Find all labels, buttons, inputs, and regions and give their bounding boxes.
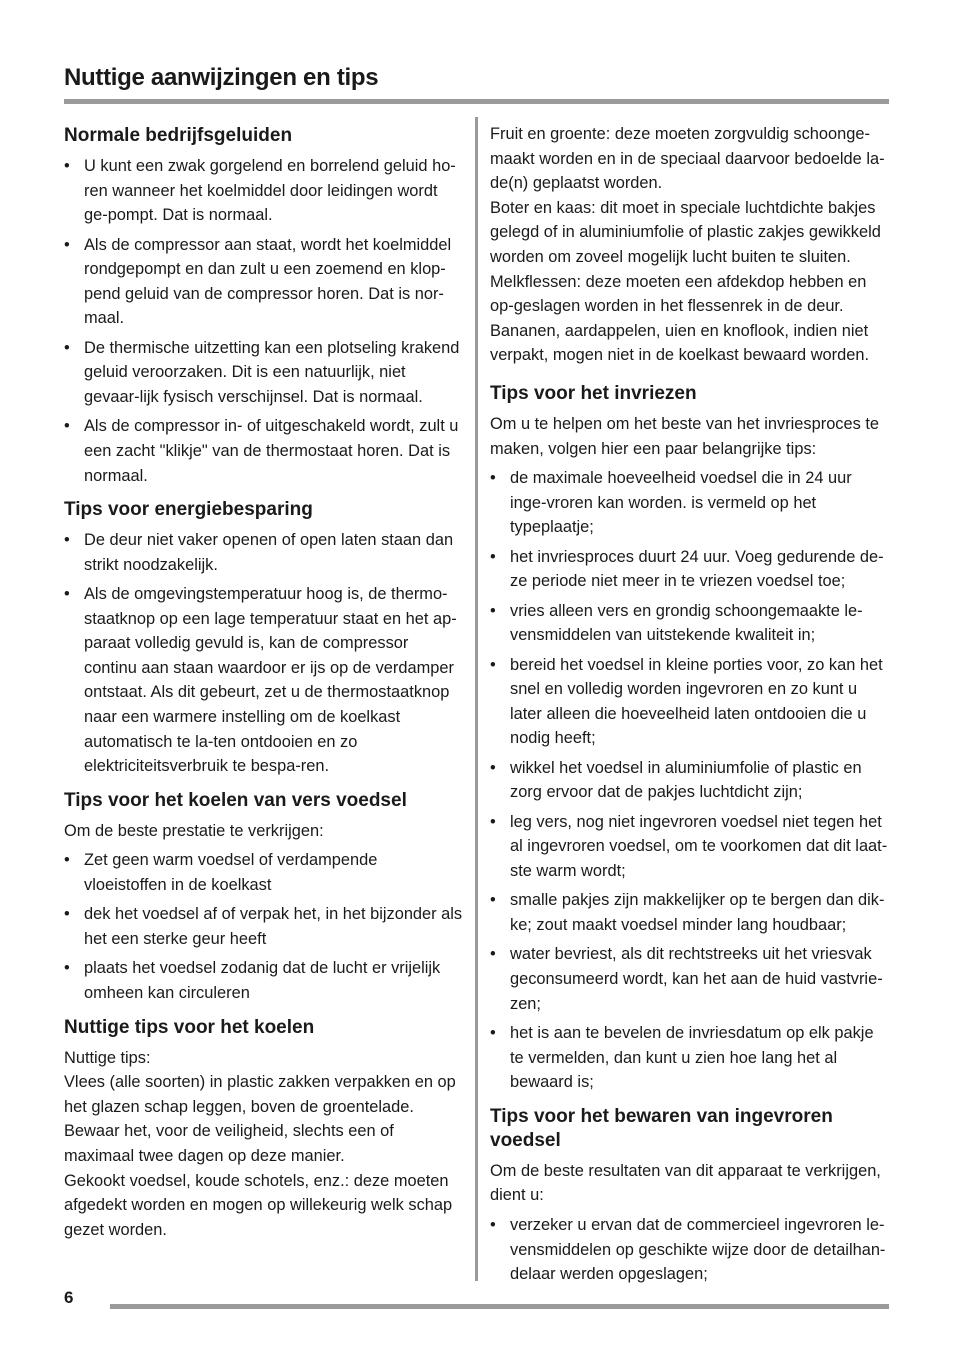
- bullet-icon: •: [64, 531, 70, 550]
- bullet-icon: •: [490, 891, 496, 910]
- section-heading: Tips voor het bewaren van ingevroren voedsel: [490, 1105, 833, 1151]
- section-intro: Om de beste resultaten van dit apparaat te verkrijgen, dient u:: [490, 1161, 881, 1205]
- list-item-text: Als de compressor aan staat, wordt het koelmiddel rondgepompt en dan zult u een zoemend en klop-pend geluid van de compressor horen. Dat is nor-maal.: [84, 235, 452, 328]
- bullet-icon: •: [490, 469, 496, 488]
- list-item-text: Zet geen warm voedsel of verdampende vloeistoffen in de koelkast: [84, 851, 378, 895]
- list-item: [64, 154, 464, 228]
- list-item: [64, 528, 464, 577]
- section-nuttige-tips-koelen-continued: [490, 122, 890, 368]
- list-item: [64, 582, 464, 779]
- list-item: [490, 888, 890, 937]
- bullet-list: [64, 154, 464, 488]
- list-item: [64, 848, 464, 897]
- bullet-icon: •: [490, 945, 496, 964]
- section-heading: Tips voor het koelen van vers voedsel: [64, 789, 407, 811]
- list-item-text: verzeker u ervan dat de commercieel ingevroren le-vensmiddelen op geschikte wijze door de detailhan-delaar werden opgeslagen;: [510, 1215, 886, 1284]
- paragraph: Melkflessen: deze moeten een afdekdop hebben en op-geslagen worden in het flessenrek in de deur.: [490, 272, 867, 316]
- bullet-list: [64, 528, 464, 779]
- page-title: Nuttige aanwijzingen en tips: [64, 64, 379, 91]
- list-item-text: het invriesproces duurt 24 uur. Voeg gedurende de-ze periode niet meer in te vriezen voedsel toe;: [510, 547, 884, 591]
- bullet-icon: •: [64, 585, 70, 604]
- bullet-icon: •: [490, 547, 496, 566]
- list-item: [490, 1213, 890, 1287]
- section-invriezen: [490, 382, 890, 1095]
- list-item-text: vries alleen vers en grondig schoongemaakte le-vensmiddelen van uitstekende kwaliteit in;: [510, 601, 863, 645]
- list-item: [64, 902, 464, 951]
- section-intro: Om de beste prestatie te verkrijgen:: [64, 821, 324, 840]
- paragraph: Boter en kaas: dit moet in speciale luchtdichte bakjes gelegd of in aluminiumfolie of plastic zakjes gewikkeld worden om zoveel mogelijk lucht buiten te sluiten.: [490, 198, 881, 266]
- bullet-icon: •: [64, 959, 70, 978]
- left-column: [64, 122, 464, 1252]
- bullet-icon: •: [490, 601, 496, 620]
- paragraph: Gekookt voedsel, koude schotels, enz.: deze moeten afgedekt worden en mogen op willekeurig welk schap gezet worden.: [64, 1171, 453, 1239]
- list-item: [490, 756, 890, 805]
- section-heading: Nuttige tips voor het koelen: [64, 1016, 315, 1038]
- list-item-text: bereid het voedsel in kleine porties voor, zo kan het snel en volledig worden ingevroren en zo kunt u later alleen die hoeveelheid laten ontdooien die u nodig heeft;: [510, 655, 883, 748]
- bullet-icon: •: [64, 338, 70, 357]
- bullet-icon: •: [490, 812, 496, 831]
- bullet-icon: •: [64, 157, 70, 175]
- list-item: [64, 414, 464, 488]
- list-item-text: De thermische uitzetting kan een plotseling krakend geluid veroorzaken. Dit is een natuurlijk, niet gevaar-lijk fysisch verschijnsel. Dat is normaal.: [84, 338, 460, 406]
- section-bedrijfsgeluiden: [64, 124, 464, 488]
- list-item: [64, 233, 464, 331]
- paragraph: Fruit en groente: deze moeten zorgvuldig schoonge-maakt worden en in de speciaal daarvoor bedoelde la-de(n) geplaatst worden.: [490, 125, 885, 193]
- section-heading: Normale bedrijfsgeluiden: [64, 125, 293, 146]
- page-number: 6: [64, 1288, 74, 1307]
- list-item: [490, 545, 890, 594]
- right-column: [490, 122, 890, 1297]
- bullet-icon: •: [490, 758, 496, 777]
- paragraph: Bananen, aardappelen, uien en knoflook, indien niet verpakt, mogen niet in de koelkast bewaard worden.: [490, 321, 870, 365]
- list-item: [64, 336, 464, 410]
- bullet-list: [490, 1213, 890, 1287]
- section-heading: Tips voor het invriezen: [490, 382, 697, 404]
- section-nuttige-tips-koelen: [64, 1016, 464, 1243]
- bullet-icon: •: [490, 1023, 496, 1042]
- list-item-text: plaats het voedsel zodanig dat de lucht er vrijelijk omheen kan circuleren: [84, 959, 441, 1002]
- list-item: [490, 599, 890, 648]
- list-item-text: dek het voedsel af of verpak het, in het bijzonder als het een sterke geur heeft: [84, 905, 463, 949]
- list-item-text: Als de compressor in- of uitgeschakeld wordt, zult u een zacht "klikje" van de thermostaat horen. Dat is normaal.: [84, 417, 459, 485]
- list-item-text: het is aan te bevelen de invriesdatum op elk pakje te vermelden, dan kunt u zien hoe lang het al bewaard is;: [510, 1023, 874, 1092]
- list-item-text: smalle pakjes zijn makkelijker op te bergen dan dik-ke; zout maakt voedsel minder lang houdbaar;: [510, 891, 885, 934]
- list-item-text: wikkel het voedsel in aluminiumfolie of plastic en zorg ervoor dat de pakjes luchtdicht zijn;: [510, 758, 862, 802]
- list-item-text: U kunt een zwak gorgelend en borrelend geluid ho-ren wanneer het koelmiddel door leidingen wordt ge-pompt. Dat is normaal.: [84, 157, 456, 225]
- footer-rule: [110, 1304, 889, 1309]
- list-item-text: leg vers, nog niet ingevroren voedsel niet tegen het al ingevroren voedsel, om te voorkomen dat dit laat-ste warm wordt;: [510, 812, 888, 881]
- list-item-text: De deur niet vaker openen of open laten staan dan strikt noodzakelijk.: [84, 531, 454, 574]
- bullet-icon: •: [64, 905, 70, 924]
- list-item-text: Als de omgevingstemperatuur hoog is, de thermo-staatknop op een lage temperatuur staat en het ap-paraat volledig gevuld is, kan de compressor continu aan staan waardoor er ijs op de verdamper ontstaat. Als dit gebeurt, zet u de thermostaatknop naar een warmere instelling om de koelkast automatisch te la-ten ontdooien en zo elektriciteitsverbruik te bespa-ren.: [84, 585, 457, 776]
- bullet-list: [490, 466, 890, 1095]
- section-energiebesparing: [64, 498, 464, 779]
- bullet-icon: •: [64, 235, 70, 254]
- list-item-text: de maximale hoeveelheid voedsel die in 24 uur inge-vroren kan worden. is vermeld op het typeplaatje;: [510, 469, 852, 537]
- section-bewaren-ingevroren: [490, 1105, 890, 1287]
- title-rule: [64, 99, 889, 104]
- list-item: [490, 942, 890, 1016]
- list-item: [490, 810, 890, 884]
- column-divider: [475, 117, 478, 1281]
- section-heading: Tips voor energiebesparing: [64, 499, 313, 521]
- list-item: [64, 956, 464, 1005]
- list-item: [490, 1021, 890, 1095]
- list-item: [490, 466, 890, 540]
- bullet-icon: •: [64, 417, 70, 436]
- bullet-icon: •: [490, 1215, 496, 1234]
- list-item: [490, 653, 890, 751]
- section-vers-voedsel: [64, 789, 464, 1006]
- bullet-icon: •: [490, 655, 496, 674]
- paragraph: Bewaar het, voor de veiligheid, slechts een of maximaal twee dagen op deze manier.: [64, 1122, 394, 1165]
- bullet-list: [64, 848, 464, 1005]
- paragraph: Vlees (alle soorten) in plastic zakken verpakken en op het glazen schap leggen, boven de groentelade.: [64, 1073, 456, 1116]
- section-intro: Om u te helpen om het beste van het invriesproces te maken, volgen hier een paar belangrijke tips:: [490, 414, 880, 458]
- paragraph: Nuttige tips:: [64, 1048, 151, 1067]
- bullet-icon: •: [64, 851, 70, 870]
- list-item-text: water bevriest, als dit rechtstreeks uit het vriesvak geconsumeerd wordt, kan het aan de huid vastvrie-zen;: [510, 945, 883, 1013]
